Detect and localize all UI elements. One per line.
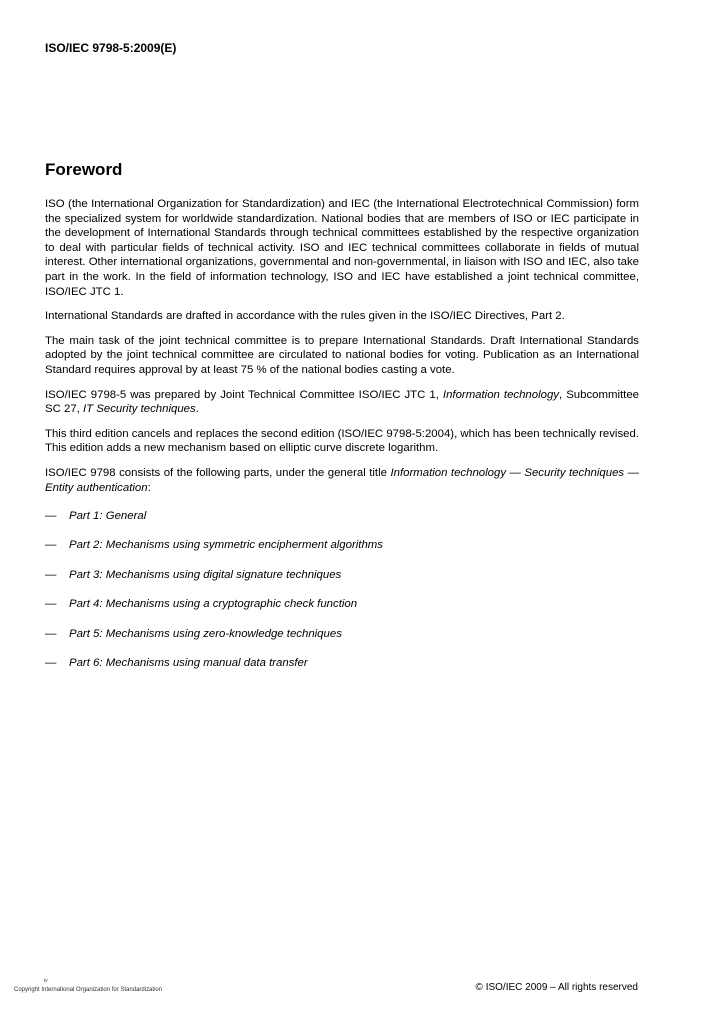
list-item	[45, 656, 639, 671]
copyright-watermark: Copyright International Organization for Standardization	[14, 987, 163, 993]
list-item	[45, 538, 639, 553]
parts-list	[45, 509, 639, 671]
list-dash: —	[45, 510, 57, 523]
list-dash: —	[45, 627, 57, 640]
list-dash: —	[45, 539, 57, 552]
paragraph-third-edition: This third edition cancels and replaces the second edition (ISO/IEC 9798-5:2004), which has been technically revised. This edition adds a new mechanism based on elliptic curve discrete logarithm.	[45, 427, 639, 455]
title-information-technology: Information technology	[442, 388, 560, 401]
document-id-header: ISO/IEC 9798-5:2009(E)	[45, 41, 177, 55]
list-item-label: Part 5: Mechanisms using zero-knowledge techniques	[69, 627, 342, 640]
paragraph-directives: International Standards are drafted in accordance with the rules given in the ISO/IEC Directives, Part 2.	[45, 310, 565, 323]
paragraph-iso-iec-intro: ISO (the International Organization for Standardization) and IEC (the International Electrotechnical Commission) form the specialized system for worldwide standardization. National bodies that are members of ISO or IEC participate in the development of International Standards through technical committees established by the respective organization to deal with particular fields of technical activity. ISO and IEC technical committees collaborate in fields of mutual interest. Other international organizations, governmental and non-governmental, in liaison with ISO and IEC, also take part in the work. In the field of information technology, ISO and IEC have established a joint technical committee, ISO/IEC JTC 1.	[45, 198, 639, 298]
list-item-label: Part 6: Mechanisms using manual data transfer	[69, 657, 308, 670]
period: .	[195, 403, 199, 416]
list-item-label: Part 1: General	[69, 510, 147, 523]
foreword-body	[45, 197, 639, 685]
list-dash: —	[45, 598, 57, 611]
subcommittee-text: , Subcommittee SC 27,	[45, 388, 640, 416]
list-dash: —	[45, 568, 57, 581]
paragraph-prepared-by	[45, 388, 639, 417]
list-item-label: Part 3: Mechanisms using digital signature techniques	[69, 568, 342, 581]
list-item	[45, 509, 639, 524]
prepared-by-text: ISO/IEC 9798-5 was prepared by Joint Technical Committee ISO/IEC JTC 1,	[45, 388, 443, 401]
parts-intro-text: ISO/IEC 9798 consists of the following parts, under the general title	[45, 466, 391, 479]
list-item	[45, 627, 639, 642]
list-item-label: Part 2: Mechanisms using symmetric encipherment algorithms	[69, 539, 383, 552]
page-number: iv	[44, 978, 48, 984]
colon: :	[147, 481, 151, 494]
title-it-security-techniques: IT Security techniques	[83, 403, 196, 416]
list-item	[45, 597, 639, 612]
paragraph-parts-intro	[45, 466, 639, 495]
list-item	[45, 568, 639, 583]
paragraph-main-task: The main task of the joint technical committee is to prepare International Standards. Draft International Standards adopted by the joint technical committee are circulated to national bodies for voting. Publication as an International Standard requires approval by at least 75 % of the national bodies casting a vote.	[45, 334, 639, 376]
list-item-label: Part 4: Mechanisms using a cryptographic check function	[69, 598, 358, 611]
list-dash: —	[45, 657, 57, 670]
general-title: Information technology — Security techniques — Entity authentication	[45, 466, 639, 494]
copyright-notice: © ISO/IEC 2009 – All rights reserved	[475, 982, 638, 993]
section-title: Foreword	[45, 160, 123, 179]
